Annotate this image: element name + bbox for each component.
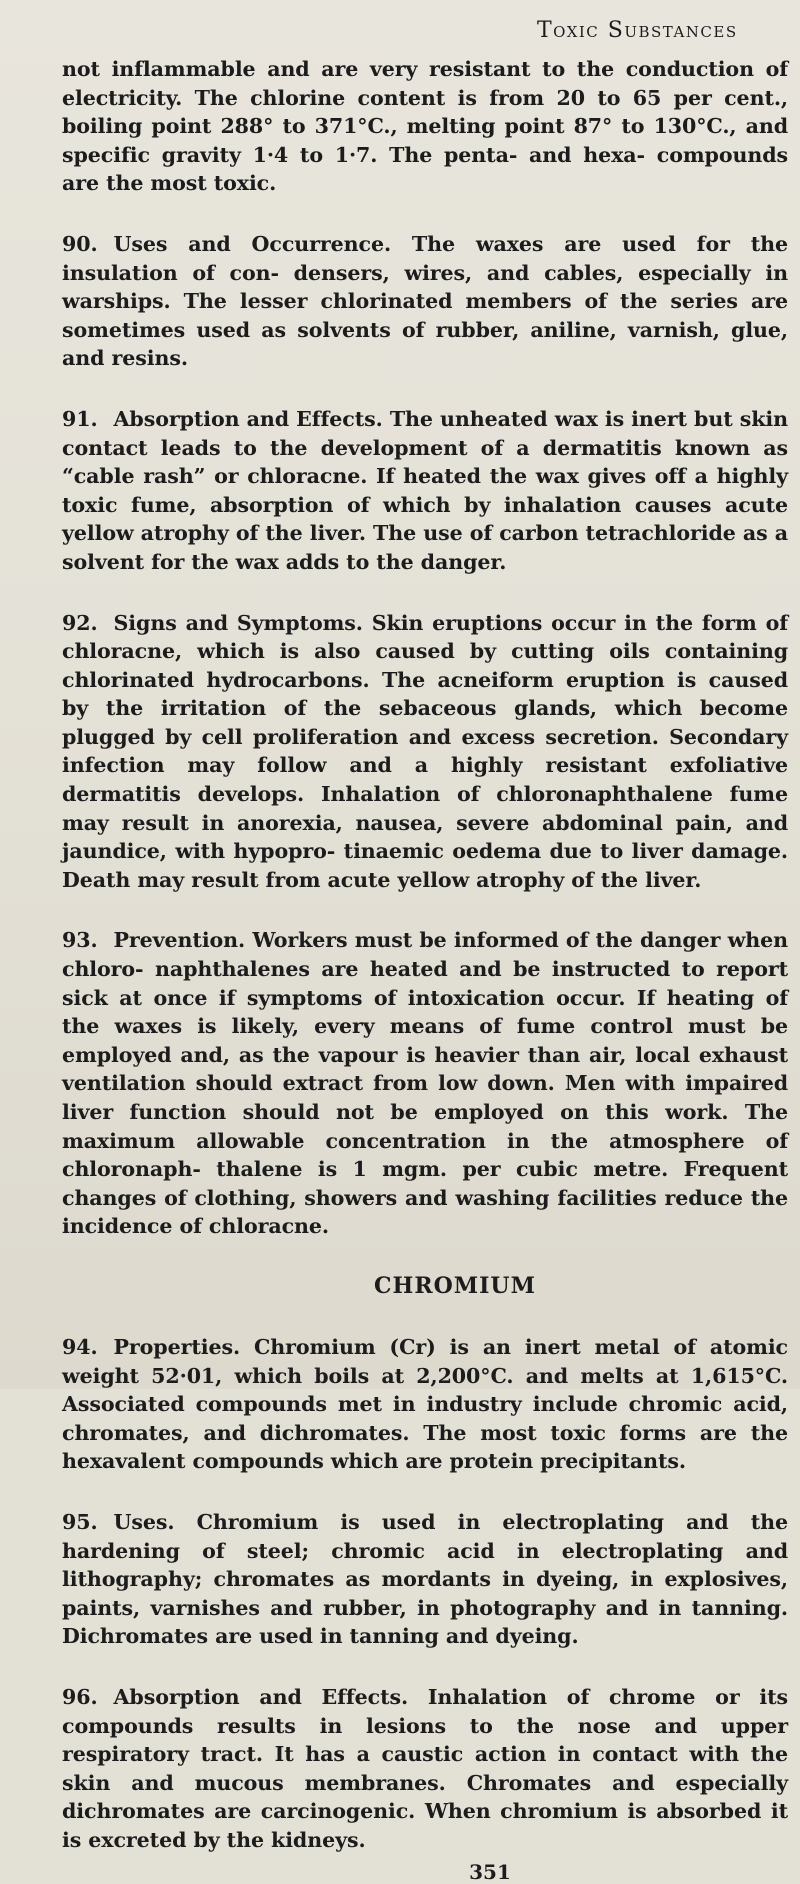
paragraph-number: 92. (62, 610, 98, 635)
paragraph-number: 93. (62, 928, 98, 953)
paragraph-number: 94. (62, 1334, 98, 1359)
paragraph-number: 96. (62, 1684, 98, 1709)
paragraph-92 (62, 609, 788, 895)
paragraph-96 (62, 1683, 788, 1855)
paragraph-90 (62, 230, 788, 373)
paragraph-heading: Prevention. (113, 928, 246, 953)
page-number: 351 (469, 1860, 511, 1884)
paragraph-text: The waxes are used for the insulation of con- densers, wires, and cables, especially in warships. The lesser chlorinated members of the series are sometimes used as solvents of rubber, aniline, varnish, glue, and resins. (62, 231, 788, 371)
paragraph-heading: Properties. (113, 1334, 241, 1359)
paragraph-number: 90. (62, 231, 98, 256)
paragraph-text: Workers must be informed of the danger when chloro- naphthalenes are heated and be instructed to report sick at once if symptoms of intoxication occur. If heating of the waxes is likely, every means of fume control must be employed and, as the vapour is heavier than air, local exhaust ventilation should extract from low down. Men with impaired liver function should not be employed on this work. The maximum allowable concentration in the atmosphere of chloronaph- thalene is 1 mgm. per cubic metre. Frequent changes of clothing, showers and washing facilities reduce the incidence of chloracne. (62, 928, 788, 1239)
paragraph-heading: Absorption and Effects. (113, 1684, 409, 1709)
paragraph-text: Chromium (Cr) is an inert metal of atomic weight 52·01, which boils at 2,200°C. and melts at 1,615°C. Associated compounds met in industry include chromic acid, chromates, and dichromates. The most toxic forms are the hexavalent compounds which are protein precipitants. (62, 1334, 788, 1474)
paragraph-heading: Uses. (113, 1509, 175, 1534)
running-header: Toxic Substances (537, 18, 738, 43)
paragraph-93 (62, 926, 788, 1241)
paragraph-number: 95. (62, 1509, 98, 1534)
paragraph-text: Inhalation of chrome or its compounds results in lesions to the nose and upper respiratory tract. It has a caustic action in contact with the skin and mucous membranes. Chromates and especially dichromates are carcinogenic. When chromium is absorbed it is excreted by the kidneys. (62, 1684, 788, 1852)
paragraph-94 (62, 1333, 788, 1476)
paragraph-heading: Uses and Occurrence. (113, 231, 392, 256)
paragraph-text: not inflammable and are very resistant to the conduction of electricity. The chlorine content is from 20 to 65 per cent., boiling point 288° to 371°C., melting point 87° to 130°C., and specific gravity 1·4 to 1·7. The penta- and hexa- compounds are the most toxic. (62, 57, 788, 196)
paragraph-95 (62, 1508, 788, 1651)
page-content (62, 55, 788, 1884)
paragraph-91 (62, 405, 788, 577)
section-title: CHROMIUM (374, 1272, 536, 1299)
paragraph-number: 91. (62, 406, 98, 431)
paragraph-heading: Signs and Symptoms. (113, 610, 363, 635)
paragraph-89-continued (62, 55, 788, 198)
paragraph-heading: Absorption and Effects. (113, 406, 383, 431)
paragraph-text: Chromium is used in electroplating and the hardening of steel; chromic acid in electroplating and lithography; chromates as mordants in dyeing, in explosives, paints, varnishes and rubber, in photography and in tanning. Dichromates are used in tanning and dyeing. (62, 1509, 788, 1649)
paragraph-text: The unheated wax is inert but skin contact leads to the development of a dermatitis known as “cable rash” or chloracne. If heated the wax gives off a highly toxic fume, absorption of which by inhalation causes acute yellow atrophy of the liver. The use of carbon tetrachloride as a solvent for the wax adds to the danger. (62, 406, 788, 574)
paragraph-text: Skin eruptions occur in the form of chloracne, which is also caused by cutting oils containing chlorinated hydrocarbons. The acneiform eruption is caused by the irritation of the sebaceous glands, which become plugged by cell proliferation and excess secretion. Secondary infection may follow and a highly resistant exfoliative dermatitis develops. Inhalation of chloronaphthalene fume may result in anorexia, nausea, severe abdominal pain, and jaundice, with hypopro- tinaemic oedema due to liver damage. Death may result from acute yellow atrophy of the liver. (62, 610, 788, 892)
